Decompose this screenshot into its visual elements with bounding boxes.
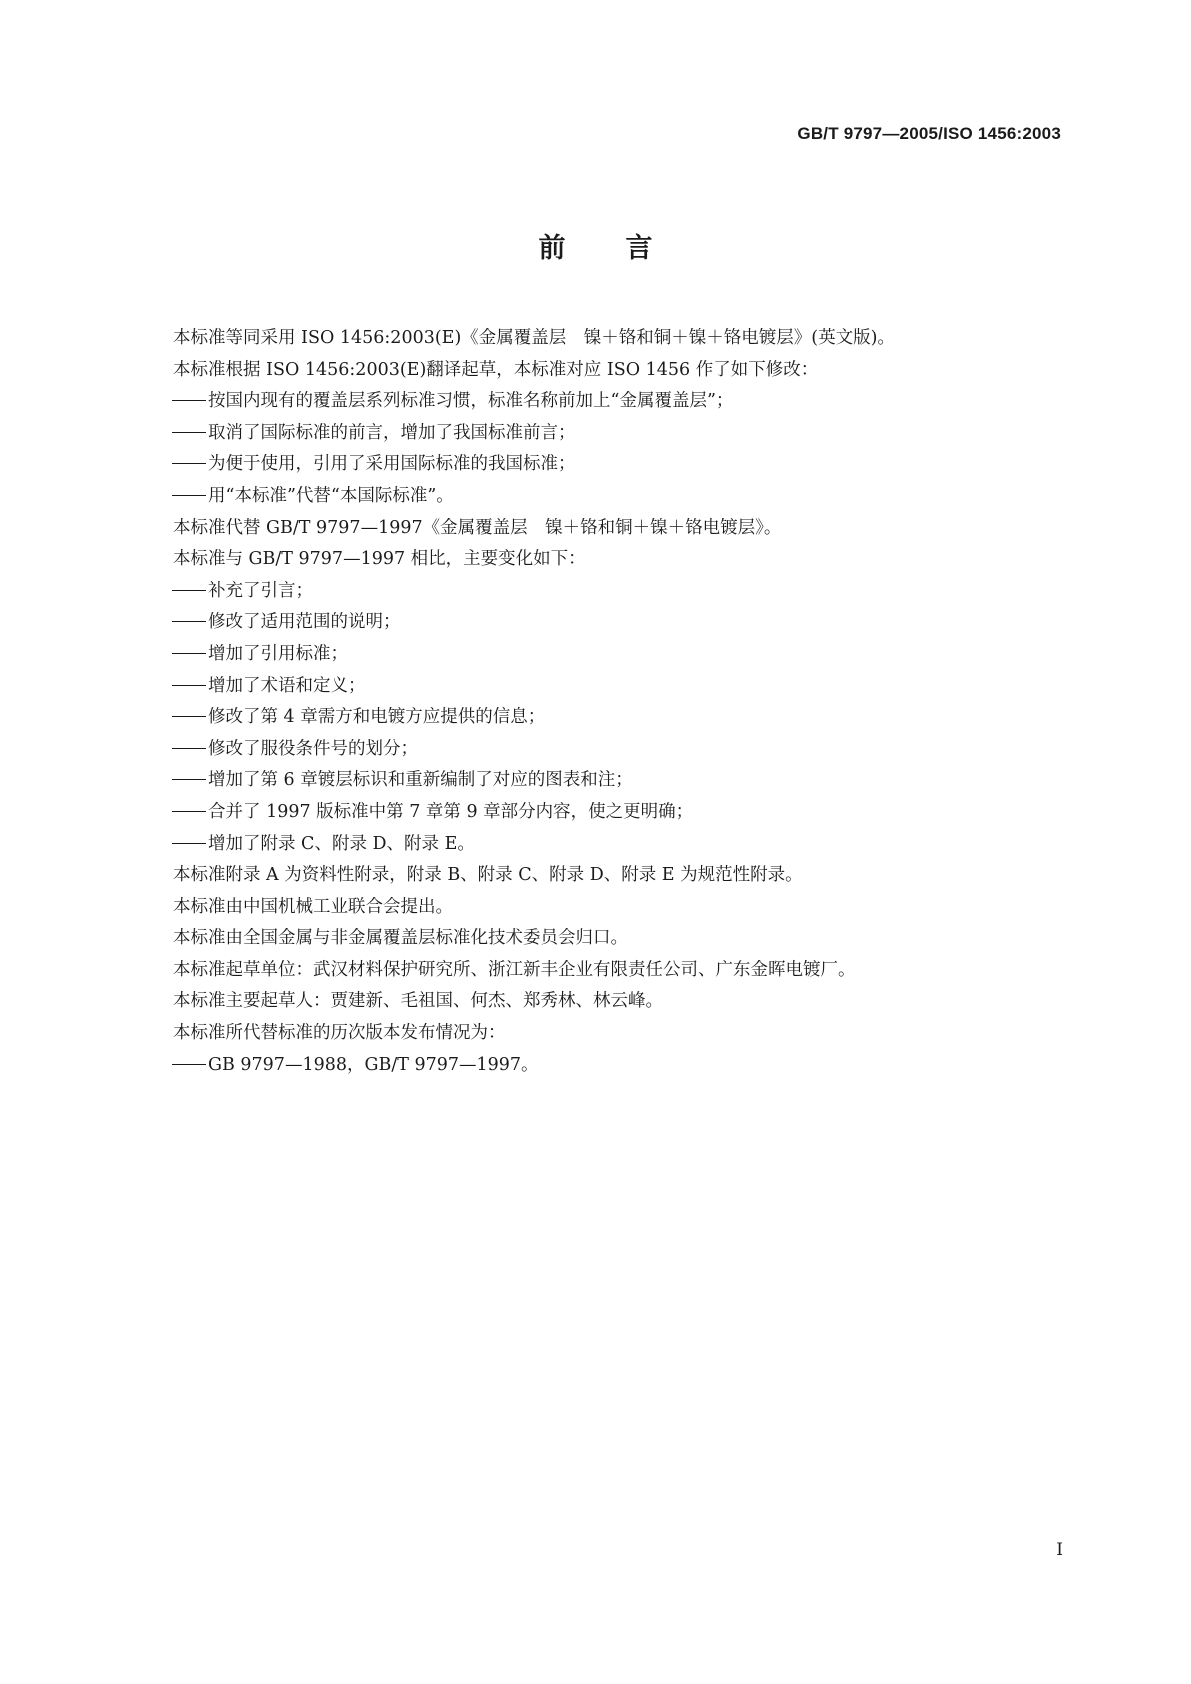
line-text: 本标准由中国机械工业联合会提出。 [173, 896, 453, 917]
line-text: 增加了引用标准； [208, 643, 348, 664]
line-text: 补充了引言； [208, 580, 313, 601]
dash-list-item [172, 481, 1072, 513]
dash-list-item [172, 418, 1072, 450]
dash-list-item [172, 386, 1072, 418]
em-dash-marker [172, 463, 206, 464]
em-dash-marker [172, 843, 206, 844]
line-text: 本标准由全国金属与非金属覆盖层标准化技术委员会归口。 [173, 928, 628, 949]
em-dash-marker [172, 432, 206, 433]
paragraph-line [172, 923, 1072, 955]
line-text: 增加了术语和定义； [208, 675, 366, 696]
dash-list-item [172, 734, 1072, 766]
line-text: 为便于使用，引用了采用国际标准的我国标准； [208, 454, 576, 475]
dash-list-item [172, 797, 1072, 829]
line-text: 本标准等同采用 ISO 1456:2003(E)《金属覆盖层 镍＋铬和铜＋镍＋铬电镀层》(英文版)。 [173, 328, 895, 348]
line-text: GB 9797—1988，GB/T 9797—1997。 [208, 1054, 539, 1075]
line-text: 本标准附录 A 为资料性附录，附录 B、附录 C、附录 D、附录 E 为规范性附录。 [173, 865, 803, 886]
paragraph-line [172, 860, 1072, 892]
foreword-body [172, 323, 1072, 1081]
dash-list-item [172, 702, 1072, 734]
line-text: 修改了第 4 章需方和电镀方应提供的信息； [208, 707, 546, 728]
line-text: 本标准起草单位：武汉材料保护研究所、浙江新丰企业有限责任公司、广东金晖电镀厂。 [173, 959, 856, 980]
em-dash-marker [172, 685, 206, 686]
paragraph-line [172, 323, 1072, 355]
dash-list-item [172, 607, 1072, 639]
line-text: 本标准所代替标准的历次版本发布情况为： [173, 1023, 506, 1044]
paragraph-line [172, 986, 1072, 1018]
em-dash-marker [172, 1064, 206, 1065]
em-dash-marker [172, 811, 206, 812]
line-text: 用“本标准”代替“本国际标准”。 [208, 485, 454, 506]
em-dash-marker [172, 716, 206, 717]
dash-list-item [172, 671, 1072, 703]
line-text: 本标准根据 ISO 1456:2003(E)翻译起草，本标准对应 ISO 1456 作了如下修改： [173, 359, 819, 380]
page-title: 前言 [538, 233, 713, 264]
paragraph-line [172, 355, 1072, 387]
em-dash-marker [172, 590, 206, 591]
em-dash-marker [172, 400, 206, 401]
page-number: I [1056, 1540, 1063, 1560]
em-dash-marker [172, 495, 206, 496]
line-text: 按国内现有的覆盖层系列标准习惯，标准名称前加上“金属覆盖层”； [208, 391, 734, 412]
line-text: 取消了国际标准的前言，增加了我国标准前言； [208, 422, 576, 443]
em-dash-marker [172, 779, 206, 780]
standard-code-header: GB/T 9797—2005/ISO 1456:2003 [797, 124, 1061, 143]
paragraph-line [172, 544, 1072, 576]
line-text: 本标准与 GB/T 9797—1997 相比，主要变化如下： [173, 549, 586, 570]
em-dash-marker [172, 653, 206, 654]
paragraph-line [172, 892, 1072, 924]
line-text: 增加了附录 C、附录 D、附录 E。 [208, 833, 475, 854]
dash-list-item [172, 449, 1072, 481]
line-text: 本标准主要起草人：贾建新、毛祖国、何杰、郑秀林、林云峰。 [173, 991, 663, 1012]
dash-list-item [172, 829, 1072, 861]
line-text: 修改了适用范围的说明； [208, 612, 401, 633]
dash-list-item [172, 1050, 1072, 1082]
line-text: 修改了服役条件号的划分； [208, 738, 418, 759]
dash-list-item [172, 639, 1072, 671]
dash-list-item [172, 576, 1072, 608]
em-dash-marker [172, 621, 206, 622]
line-text: 合并了 1997 版标准中第 7 章第 9 章部分内容，使之更明确； [208, 801, 694, 822]
paragraph-line [172, 1018, 1072, 1050]
line-text: 增加了第 6 章镀层标识和重新编制了对应的图表和注； [208, 770, 633, 791]
line-text: 本标准代替 GB/T 9797—1997《金属覆盖层 镍＋铬和铜＋镍＋铬电镀层》。 [173, 517, 782, 538]
paragraph-line [172, 955, 1072, 987]
paragraph-line [172, 513, 1072, 545]
em-dash-marker [172, 748, 206, 749]
dash-list-item [172, 765, 1072, 797]
